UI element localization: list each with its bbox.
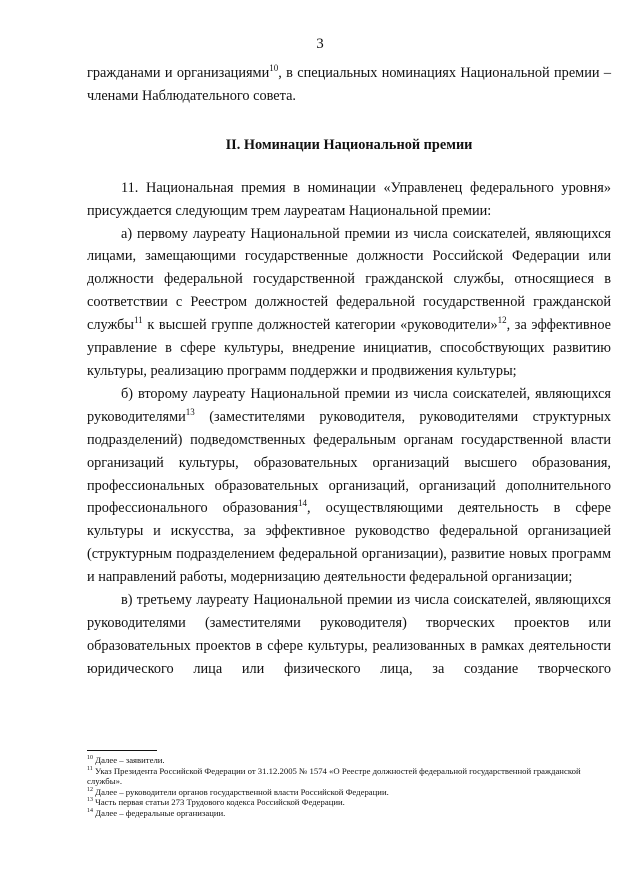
- footnote-text: Указ Президента Российской Федерации от 31.12.2005 № 1574 «О Реестре должностей федеральной государственной гражданской службы».: [87, 765, 581, 787]
- footnote-separator: [87, 750, 157, 751]
- footnote-ref-14: 14: [298, 498, 308, 509]
- page-number: 3: [316, 36, 324, 52]
- text-span: , в специальных номинациях Национальной премии – членами Наблюдательного совета.: [87, 65, 611, 104]
- footnote-number: 13: [87, 797, 93, 804]
- text-span: б) второму лауреату Национальной премии из числа соискателей, являющихся руководителями: [87, 385, 611, 425]
- paragraph-a: [87, 223, 611, 383]
- text-span: (заместителями руководителя, руководителями структурных подразделений) подведомственных федеральным органам государственной власти организаций культуры, образовательных организаций высшего образования, профессиональных образовательных организаций, организаций дополнительного профессионального образования: [87, 408, 611, 517]
- footnote-item: [87, 797, 611, 808]
- footnote-number: 11: [87, 765, 93, 772]
- paragraph-intro: [87, 62, 611, 108]
- document-body: [87, 62, 611, 681]
- footnote-text: Часть первая статьи 273 Трудового кодекса Российской Федерации.: [93, 797, 345, 808]
- text-span: гражданами и организациями: [87, 65, 270, 81]
- footnote-text: Далее – федеральные организации.: [93, 807, 226, 818]
- footnote-number: 12: [87, 786, 93, 793]
- footnote-text: Далее – руководители органов государственной власти Российской Федерации.: [93, 786, 389, 797]
- footnote-item: [87, 755, 611, 766]
- section-heading: II. Номинации Национальной премии: [225, 136, 473, 153]
- footnote-item: [87, 808, 611, 819]
- text-span: , осуществляющими деятельность в сфере культуры и искусства, за эффективное руководство федеральной организацией (структурным подразделением федеральной организации), развитие новых программ и направлений работы, модернизацию деятельности федеральной организации;: [87, 500, 611, 586]
- paragraph-v: в) третьему лауреату Национальной премии из числа соискателей, являющихся руководителями (заместителями руководителя) творческих проектов или образовательных проектов в сфере культуры, реализованных в рамках деятельности юридического лица или физического лица, за создание творческого: [87, 592, 611, 677]
- paragraph-b: [87, 383, 611, 589]
- footnote-text: Далее – заявители.: [93, 755, 165, 765]
- text-span: , за эффективное управление в сфере культуры, внедрение инициатив, способствующих развитию культуры, реализацию программ поддержки и продвижения культуры;: [87, 317, 611, 379]
- footnote-item: [87, 787, 611, 798]
- text-span: к высшей группе должностей категории «руководители»: [142, 317, 498, 334]
- footnote-ref-10: 10: [269, 63, 279, 74]
- footnote-number: 14: [87, 808, 93, 815]
- footnotes: [87, 755, 611, 819]
- text-span: а) первому лауреату Национальной премии из числа соискателей, являющихся лицами, замещающими государственные должности Российской Федерации или должности федеральной государственной гражданской службы, относящиеся в соответствии с Реестром должностей федеральной государственной гражданской службы: [87, 225, 611, 334]
- footnote-ref-12: 12: [497, 315, 507, 326]
- footnote-item: [87, 766, 611, 787]
- footnote-number: 10: [87, 755, 93, 762]
- footnote-ref-11: 11: [134, 315, 143, 326]
- paragraph-11: 11. Национальная премия в номинации «Управленец федерального уровня» присуждается следующим трем лауреатам Национальной премии:: [87, 179, 611, 219]
- footnote-ref-13: 13: [185, 407, 195, 418]
